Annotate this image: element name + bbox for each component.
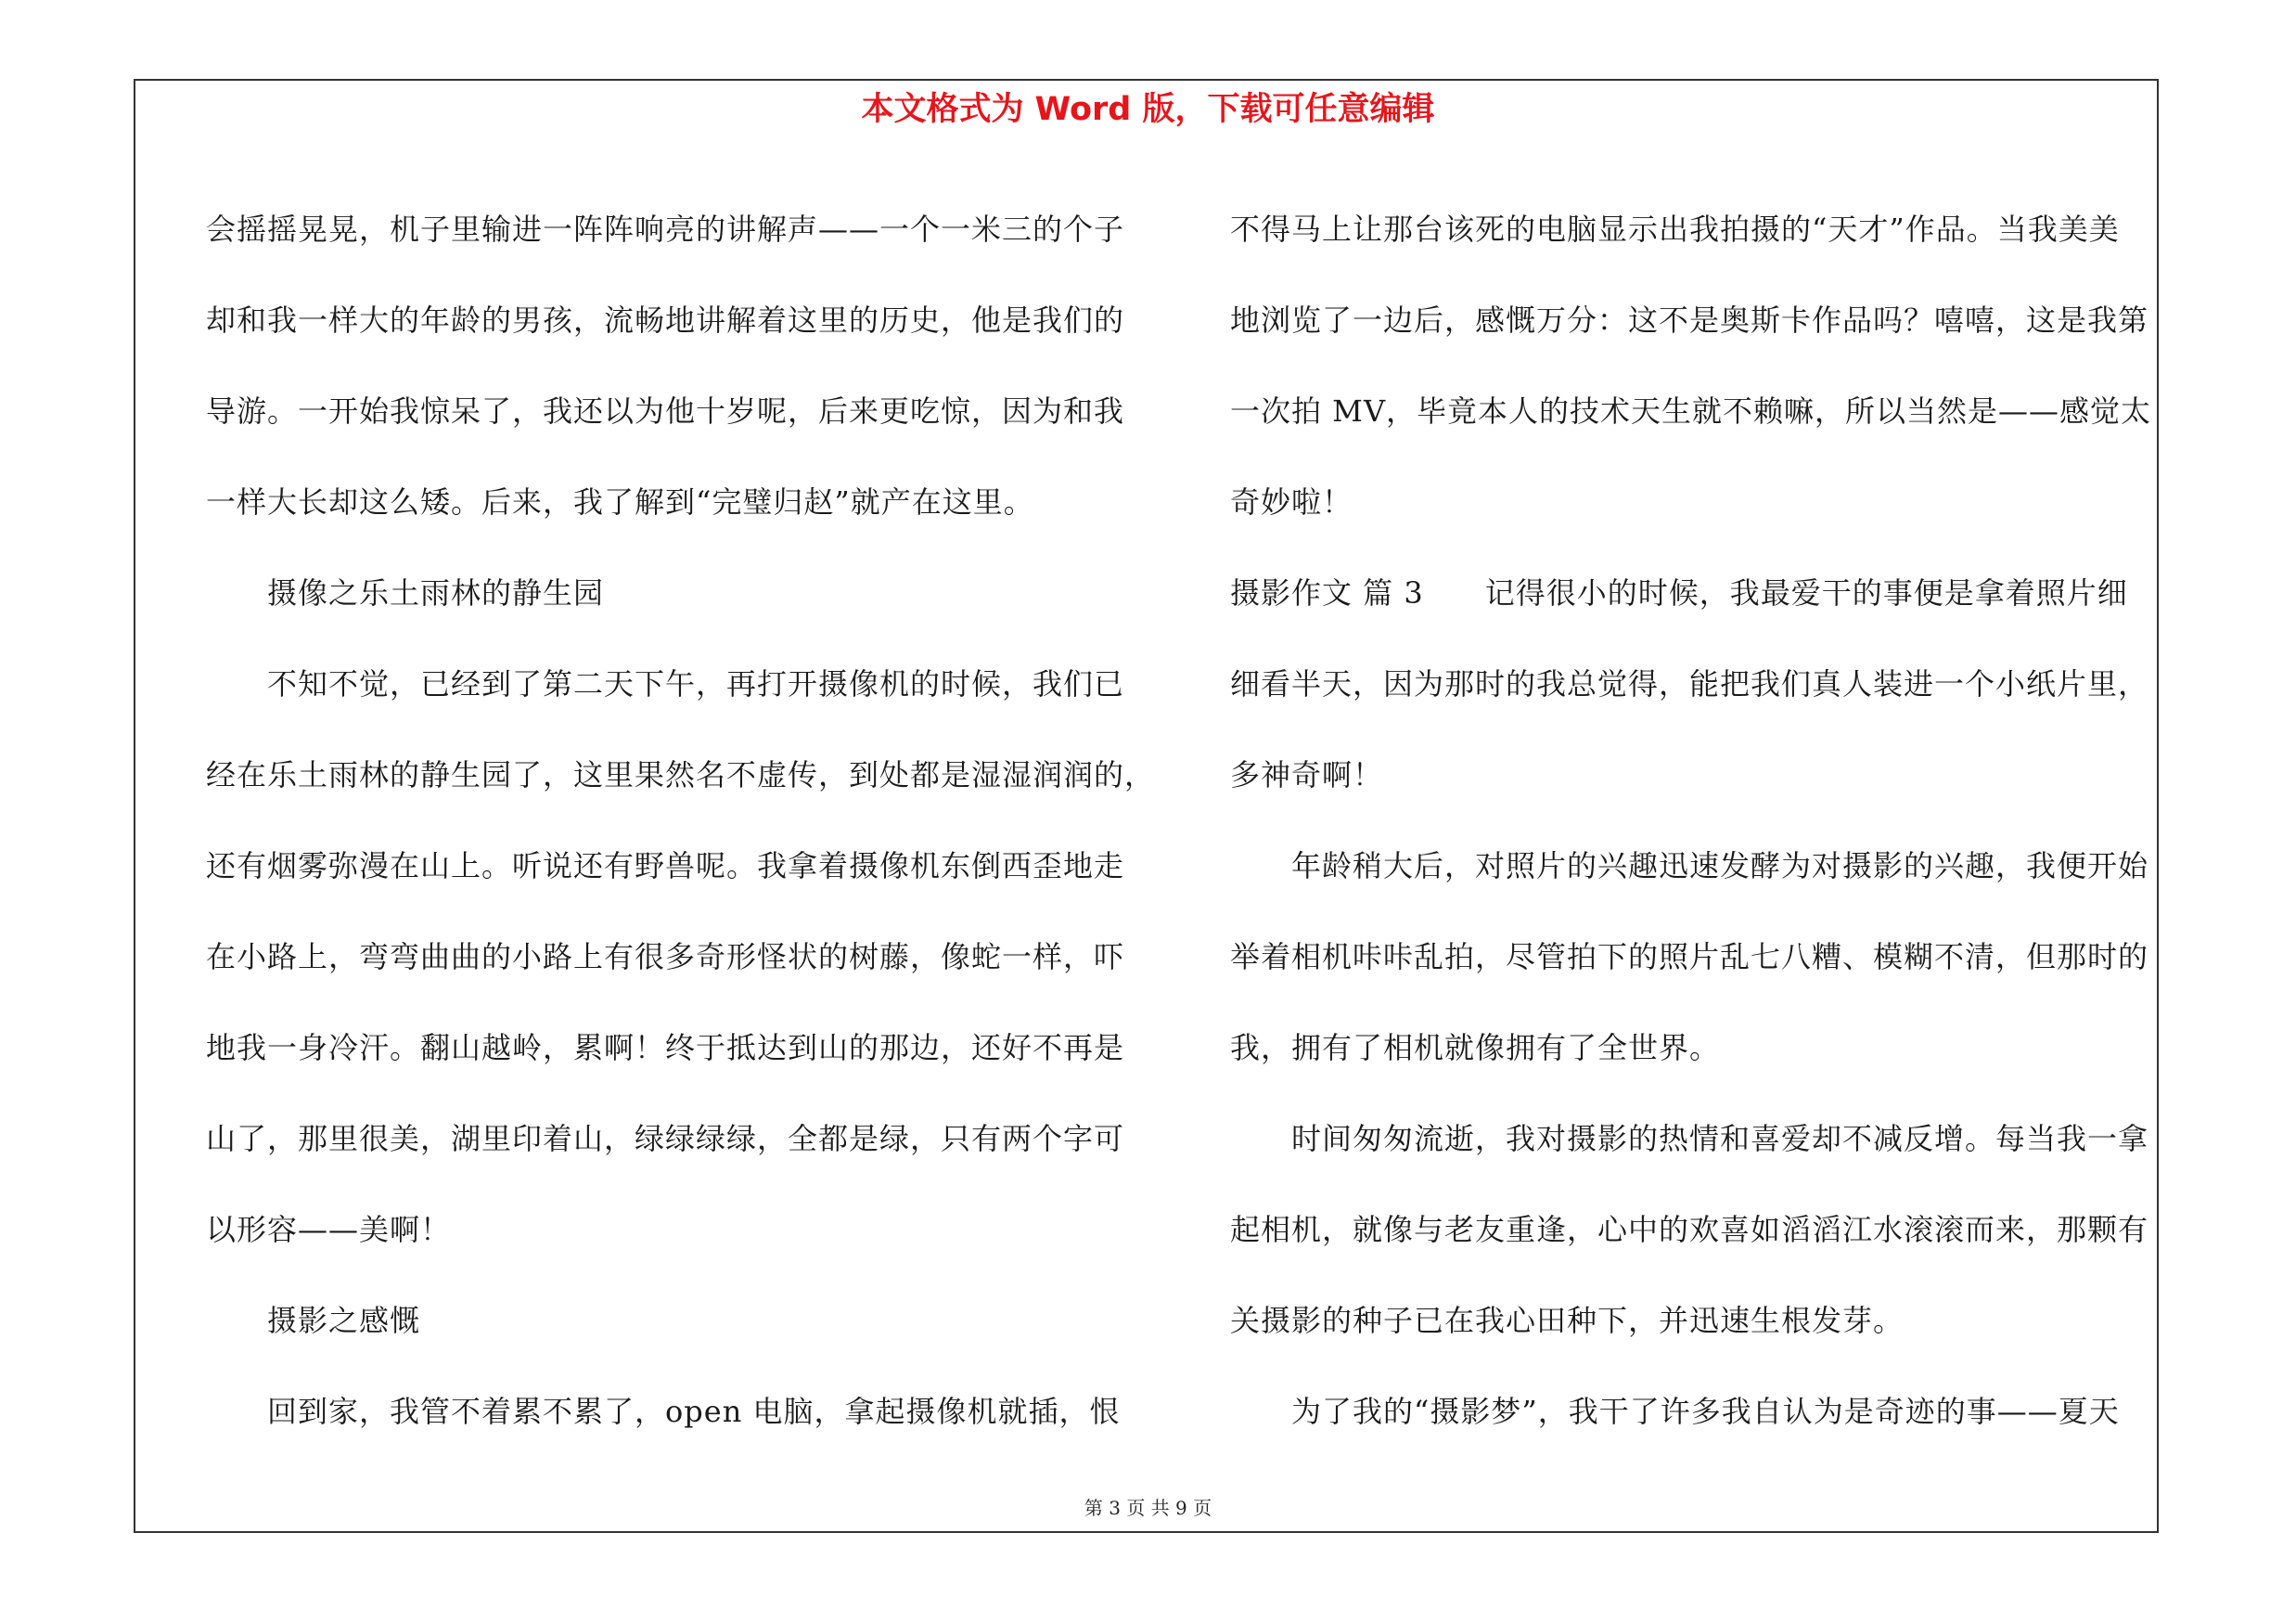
paragraph-line: 经在乐土雨林的静生园了，这里果然名不虚传，到处都是湿湿润润的，	[206, 757, 1156, 792]
page-number: 第 3 页 共 9 页	[1084, 1497, 1212, 1519]
paragraph-line: 导游。一开始我惊呆了，我还以为他十岁呢，后来更吃惊，因为和我	[206, 393, 1125, 429]
paragraph-line: 一次拍 MV，毕竟本人的技术天生就不赖嘛，所以当然是——感觉太	[1230, 393, 2152, 429]
right-text-column	[1230, 184, 2167, 1457]
paragraph-line: 年龄稍大后，对照片的兴趣迅速发酵为对摄影的兴趣，我便开始	[1291, 848, 2149, 883]
paragraph-line: 地我一身冷汗。翻山越岭，累啊！终于抵达到山的那边，还好不再是	[206, 1030, 1125, 1065]
paragraph-line: 举着相机咔咔乱拍，尽管拍下的照片乱七八糟、模糊不清，但那时的	[1230, 939, 2149, 974]
paragraph-line: 会摇摇晃晃，机子里输进一阵阵响亮的讲解声——一个一米三的个子	[206, 212, 1125, 247]
paragraph-line: 还有烟雾弥漫在山上。听说还有野兽呢。我拿着摄像机东倒西歪地走	[206, 848, 1125, 883]
essay-heading-line	[1230, 547, 2167, 638]
paragraph-line: 在小路上，弯弯曲曲的小路上有很多奇形怪状的树藤，像蛇一样，吓	[206, 939, 1125, 974]
paragraph-line: 地浏览了一边后，感慨万分：这不是奥斯卡作品吗？嘻嘻，这是我第	[1230, 303, 2149, 338]
paragraph-line: 时间匆匆流逝，我对摄影的热情和喜爱却不减反增。每当我一拿	[1291, 1121, 2149, 1156]
paragraph-line: 我，拥有了相机就像拥有了全世界。	[1230, 1030, 1721, 1065]
left-text-column	[206, 184, 1156, 1457]
paragraph-line: 多神奇啊！	[1230, 757, 1384, 792]
paragraph-line: 却和我一样大的年龄的男孩，流畅地讲解着这里的历史，他是我们的	[206, 303, 1125, 338]
paragraph-line: 以形容——美啊！	[206, 1212, 452, 1247]
paragraph-line: 为了我的“摄影梦”，我干了许多我自认为是奇迹的事——夏天	[1291, 1394, 2120, 1429]
section-heading: 摄影之感慨	[267, 1303, 421, 1338]
paragraph-line: 细看半天，因为那时的我总觉得，能把我们真人装进一个小纸片里，	[1230, 666, 2149, 702]
paragraph-line: 关摄影的种子已在我心田种下，并迅速生根发芽。	[1230, 1303, 1905, 1338]
paragraph-line: 山了，那里很美，湖里印着山，绿绿绿绿，全都是绿，只有两个字可	[206, 1121, 1125, 1156]
paragraph-line: 一样大长却这么矮。后来，我了解到“完璧归赵”就产在这里。	[206, 484, 1034, 520]
essay-heading: 摄影作文 篇 3	[1230, 575, 1424, 611]
paragraph-line: 回到家，我管不着累不累了，open 电脑，拿起摄像机就插，恨	[267, 1394, 1121, 1429]
word-format-notice: 本文格式为 Word 版，下载可任意编辑	[861, 91, 1435, 128]
paragraph-line: 不知不觉，已经到了第二天下午，再打开摄像机的时候，我们已	[267, 666, 1125, 702]
section-heading: 摄像之乐土雨林的静生园	[267, 575, 605, 611]
paragraph-line: 起相机，就像与老友重逢，心中的欢喜如滔滔江水滚滚而来，那颗有	[1230, 1212, 2149, 1247]
paragraph-line: 不得马上让那台该死的电脑显示出我拍摄的“天才”作品。当我美美	[1230, 212, 2120, 247]
paragraph-line: 记得很小的时候，我最爱干的事便是拿着照片细	[1484, 575, 2128, 611]
paragraph-line: 奇妙啦！	[1230, 484, 1353, 520]
